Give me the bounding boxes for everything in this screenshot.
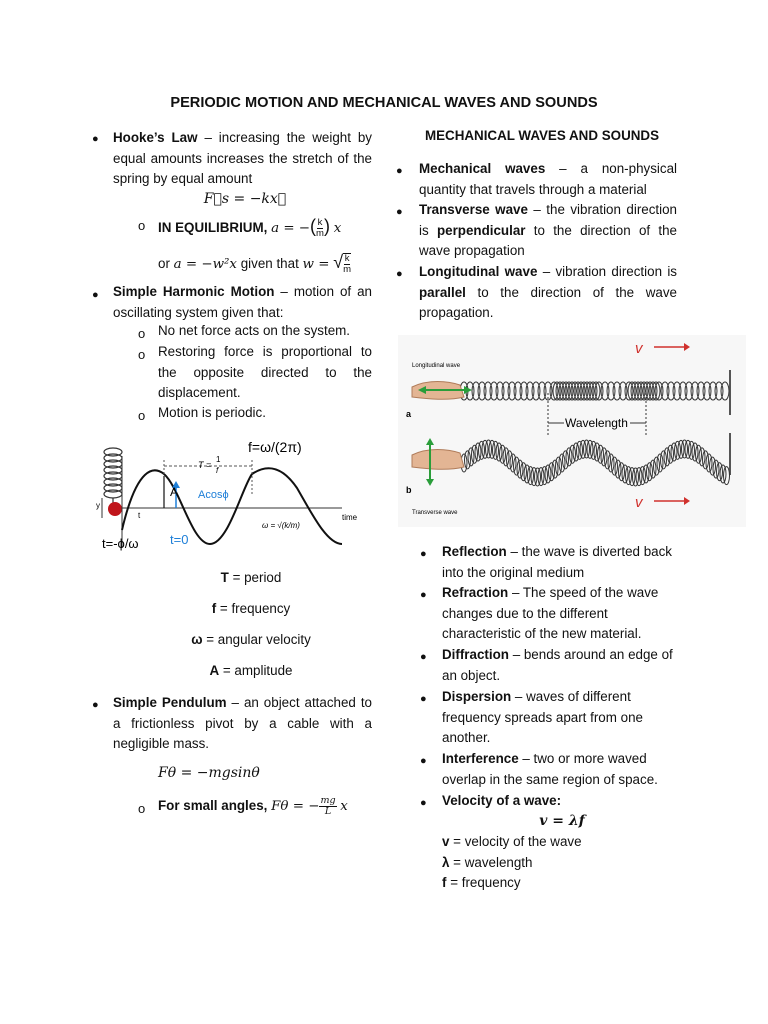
bullet-icon: ● xyxy=(420,797,427,809)
pendulum-text xyxy=(113,693,372,755)
bullet-icon: ● xyxy=(92,133,99,145)
prop-reflection: Reflection – the wave is diverted back into the original medium xyxy=(442,544,672,580)
eq-frac-den: m xyxy=(316,227,324,239)
waves-figure xyxy=(398,335,746,527)
bullet-icon: ● xyxy=(420,693,427,705)
eq-frac-num: k xyxy=(317,216,323,228)
bullet-icon: ● xyxy=(396,268,403,280)
transverse-wave-text: Transverse wave – the vibration direction is perpendicular to the direction of the wave propagation xyxy=(419,202,678,258)
small-angle-line xyxy=(158,795,388,818)
def-wavelength: λ = wavelength xyxy=(442,854,533,870)
bullet-icon: ● xyxy=(92,289,99,301)
sine-wave xyxy=(122,468,342,544)
pendulum-term: Simple Pendulum xyxy=(113,695,227,710)
y-label: y xyxy=(96,501,100,510)
w-formula: w = xyxy=(302,257,330,272)
f-label: f=ω/(2π) xyxy=(248,439,302,455)
page-title: PERIODIC MOTION AND MECHANICAL WAVES AND SOUNDS xyxy=(170,95,598,111)
sqrt-num: k xyxy=(344,253,350,265)
pendulum-desc: – an object attached to a frictionless pivot by a cable with a negligible mass. xyxy=(113,695,372,751)
t-period-den: f xyxy=(216,466,219,475)
small-num: mg xyxy=(320,794,336,806)
section-subtitle: MECHANICAL WAVES AND SOUNDS xyxy=(424,128,660,143)
circle-bullet-icon: o xyxy=(138,347,146,362)
omega-label: ω = √(k/m) xyxy=(262,521,300,530)
a-label: A xyxy=(170,485,179,499)
shm-desc: – motion of an oscillating system given that: xyxy=(113,284,372,320)
or-line: or a = −w²x given that w = √ $\frac{k}{m}$ xyxy=(158,252,352,276)
eq-x: x xyxy=(333,221,342,236)
or-formula: a = −w²x xyxy=(173,257,237,272)
pendulum-formula: Fθ = −mgsinθ xyxy=(158,765,260,781)
circle-bullet-icon: o xyxy=(138,801,146,816)
eq-a: a = − xyxy=(271,221,311,236)
mass-ball xyxy=(108,502,122,516)
hooke-law-text xyxy=(113,128,372,190)
t-zero-label: t=0 xyxy=(170,532,189,547)
bullet-icon: ● xyxy=(396,206,403,218)
velocity-v-top: v xyxy=(635,340,643,357)
shm-condition-3: Motion is periodic. xyxy=(158,405,266,420)
velocity-v-bottom: v xyxy=(635,494,643,511)
def-velocity: v = velocity of the wave xyxy=(442,834,582,849)
longitudinal-wave-text: Longitudinal wave – vibration direction is parallel to the direction of the wave propagation. xyxy=(419,264,677,320)
sqrt-den: m xyxy=(343,264,352,276)
small-den: L xyxy=(324,805,332,817)
velocity-formula: v = λf xyxy=(539,813,585,829)
circle-bullet-icon: o xyxy=(138,218,146,233)
transverse-label: Transverse wave xyxy=(412,510,458,516)
prop-diffraction: Diffraction – bends around an edge of an object. xyxy=(442,647,673,683)
mechanical-waves-text: Mechanical waves – a non-physical quantity that travels through a material xyxy=(419,161,677,197)
def-amplitude: A = amplitude xyxy=(209,663,293,678)
circle-bullet-icon: o xyxy=(138,326,146,341)
hooke-term: Hooke’s Law xyxy=(113,130,198,145)
hand-bottom-icon xyxy=(412,450,464,470)
def-period: T = period xyxy=(220,570,282,585)
prop-velocity: Velocity of a wave: xyxy=(442,793,562,808)
longitudinal-label: Longitudinal wave xyxy=(412,363,461,369)
wavelength-label: Wavelength xyxy=(565,416,628,430)
a-label: a xyxy=(406,409,412,419)
t-label: t xyxy=(138,511,141,520)
hooke-desc: – increasing the weight by equal amounts increases the stretch of the spring by equal amount xyxy=(113,130,372,186)
spring-icon xyxy=(104,448,122,504)
shm-condition-2: Restoring force is proportional to the opposite directed to the displacement. xyxy=(158,344,372,400)
bullet-icon: ● xyxy=(92,699,99,711)
bullet-icon: ● xyxy=(420,548,427,560)
prop-interference: Interference – two or more waved overlap in the same region of space. xyxy=(442,751,658,787)
velocity-defs xyxy=(442,832,582,894)
t-period-label: T = xyxy=(198,460,212,470)
def-frequency-r: f = frequency xyxy=(442,875,521,890)
t-phi-label: t=-ϕ/ω xyxy=(102,536,139,551)
small-lhs: Fθ = − xyxy=(271,799,320,814)
time-label: time xyxy=(342,513,358,522)
circle-bullet-icon: o xyxy=(138,408,146,423)
equilibrium-line: IN EQUILIBRIUM, a = −( $\frac{k}{m}$ ) x xyxy=(158,216,342,239)
given-text: given that xyxy=(240,256,299,271)
t-period-num: 1 xyxy=(216,455,221,464)
equilibrium-label: IN EQUILIBRIUM, xyxy=(158,220,268,235)
bullet-icon: ● xyxy=(396,165,403,177)
shm-graph xyxy=(92,436,362,552)
bullet-icon: ● xyxy=(420,755,427,767)
hooke-formula: F⃗s = −kx⃗ xyxy=(203,191,287,207)
small-angle-label: For small angles, xyxy=(158,798,268,813)
bullet-icon: ● xyxy=(420,651,427,663)
shm-text xyxy=(113,282,372,323)
prop-refraction: Refraction – The speed of the wave changes due to the different characteristic of the new material. xyxy=(442,585,659,641)
or-text: or xyxy=(158,256,170,271)
shm-condition-1: No net force acts on the system. xyxy=(158,323,351,338)
def-frequency: f = frequency xyxy=(211,601,291,616)
small-x: x xyxy=(340,799,348,814)
prop-dispersion: Dispersion – waves of different frequency spreads apart from one another. xyxy=(442,689,643,745)
def-angular-velocity: ω = angular velocity xyxy=(191,632,311,647)
acos-label: Acosϕ xyxy=(198,489,229,501)
shm-term: Simple Harmonic Motion xyxy=(113,284,275,299)
b-label: b xyxy=(406,485,412,495)
bullet-icon: ● xyxy=(420,589,427,601)
